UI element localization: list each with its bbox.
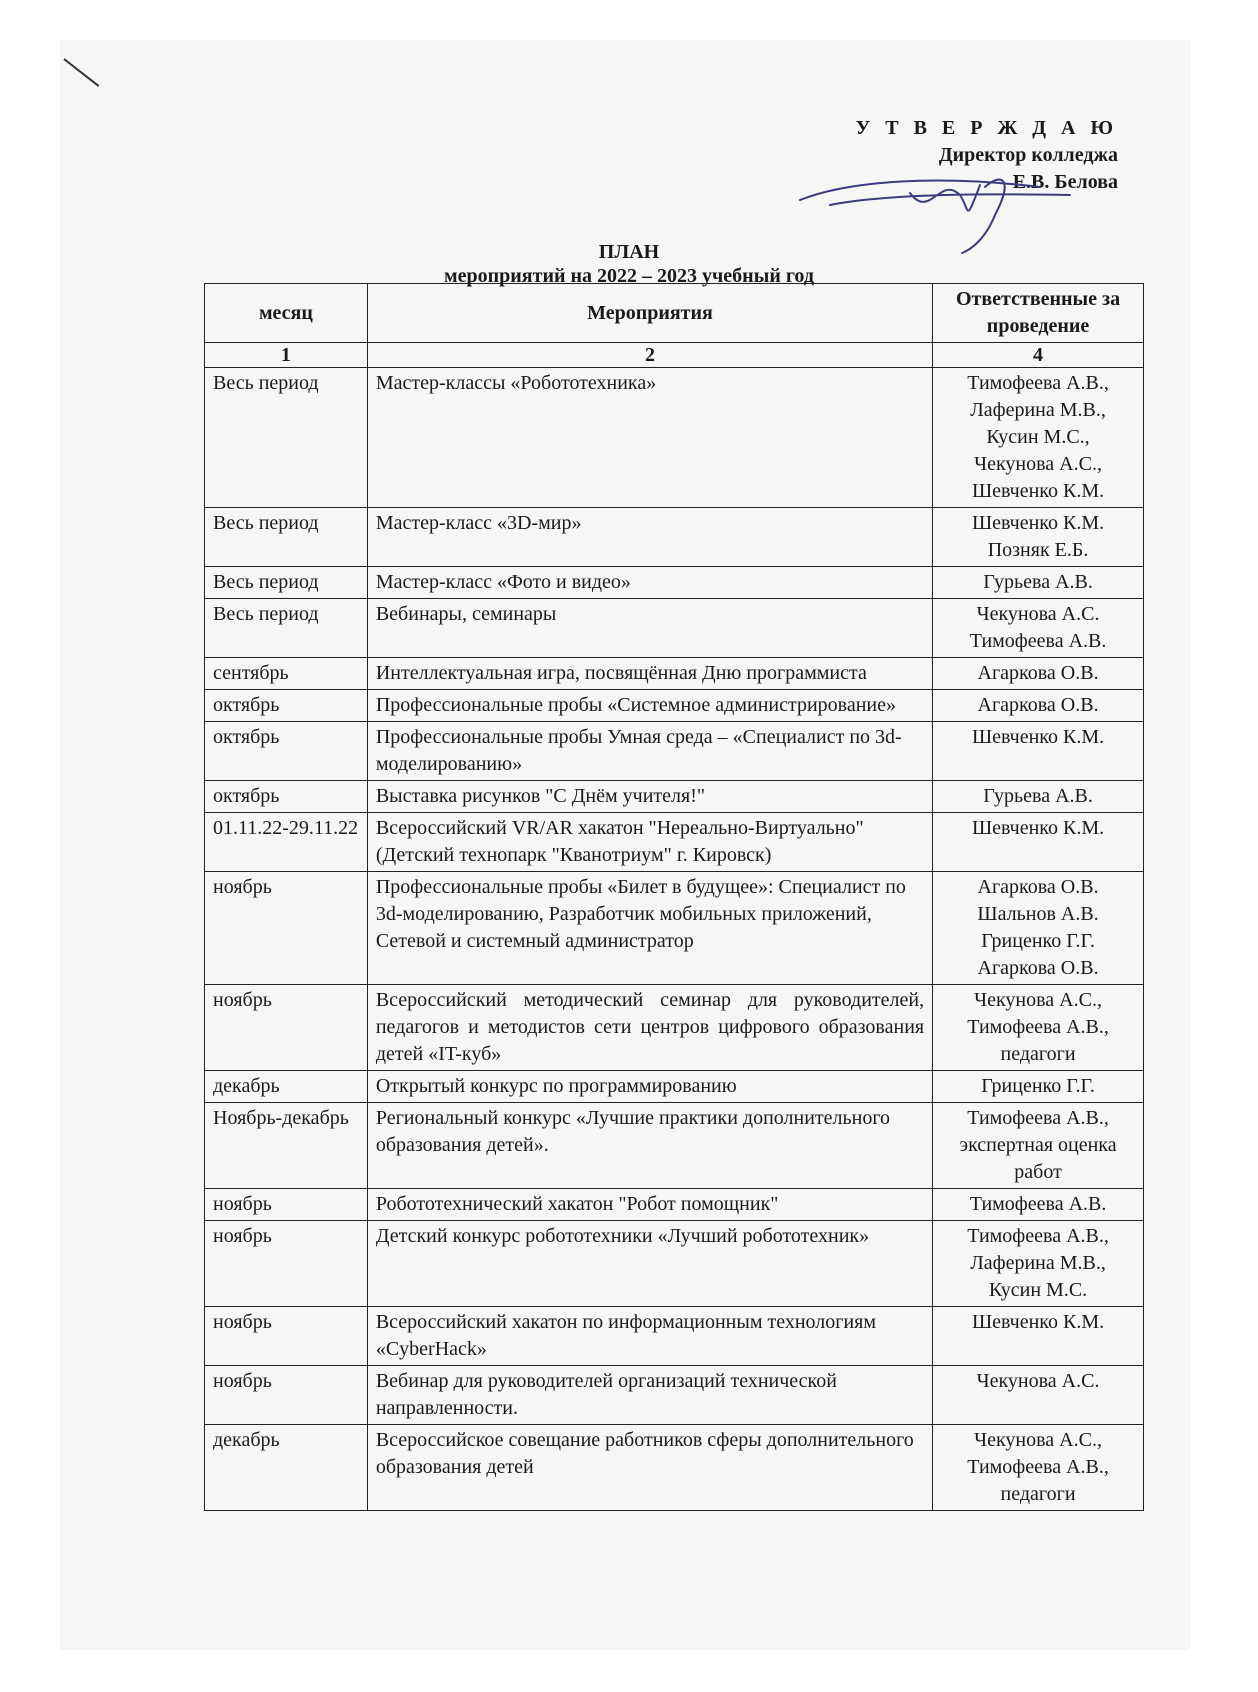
month-cell: ноябрь — [205, 1189, 368, 1221]
responsible-cell: Шевченко К.М. — [933, 813, 1144, 872]
responsible-cell: Шевченко К.М. Позняк Е.Б. — [933, 508, 1144, 567]
month-cell: ноябрь — [205, 1221, 368, 1307]
month-cell: Весь период — [205, 508, 368, 567]
table-row — [205, 1103, 1144, 1189]
month-cell: Весь период — [205, 599, 368, 658]
table-row — [205, 985, 1144, 1071]
header-month: месяц — [205, 284, 368, 343]
table-row — [205, 1189, 1144, 1221]
table-row — [205, 599, 1144, 658]
month-cell: 01.11.22-29.11.22 — [205, 813, 368, 872]
table-header-row — [205, 284, 1144, 343]
event-cell: Профессиональные пробы «Билет в будущее»: Специалист по 3d-моделированию, Разработчик мобильных приложений, Сетевой и системный администратор — [367, 872, 932, 985]
responsible-cell: Гурьева А.В. — [933, 567, 1144, 599]
event-cell: Мастер-класс «3D-мир» — [367, 508, 932, 567]
month-cell: октябрь — [205, 690, 368, 722]
table-row — [205, 813, 1144, 872]
responsible-cell: Чекунова А.С., Тимофеева А.В., педагоги — [933, 1425, 1144, 1511]
table-row — [205, 1366, 1144, 1425]
event-cell: Мастер-классы «Робототехника» — [367, 368, 932, 508]
responsible-cell: Агаркова О.В. — [933, 658, 1144, 690]
event-cell: Детский конкурс робототехники «Лучший робототехник» — [367, 1221, 932, 1307]
approval-name: Е.В. Белова — [1012, 171, 1118, 193]
event-cell: Робототехнический хакатон "Робот помощник" — [367, 1189, 932, 1221]
month-cell: ноябрь — [205, 985, 368, 1071]
table-row — [205, 567, 1144, 599]
responsible-cell: Тимофеева А.В., экспертная оценка работ — [933, 1103, 1144, 1189]
month-cell: сентябрь — [205, 658, 368, 690]
event-cell: Вебинар для руководителей организаций технической направленности. — [367, 1366, 932, 1425]
table-row — [205, 508, 1144, 567]
responsible-cell: Чекунова А.С. Тимофеева А.В. — [933, 599, 1144, 658]
events-table — [204, 283, 1144, 1511]
responsible-cell: Гриценко Г.Г. — [933, 1071, 1144, 1103]
responsible-cell: Агаркова О.В. — [933, 690, 1144, 722]
responsible-cell: Шевченко К.М. — [933, 1307, 1144, 1366]
title-line-1: ПЛАН — [598, 241, 660, 263]
responsible-cell: Тимофеева А.В. — [933, 1189, 1144, 1221]
month-cell: ноябрь — [205, 872, 368, 985]
month-cell: октябрь — [205, 781, 368, 813]
column-number: 4 — [933, 343, 1144, 368]
event-cell: Всероссийский хакатон по информационным технологиям «CyberHack» — [367, 1307, 932, 1366]
event-cell: Интеллектуальная игра, посвящённая Дню программиста — [367, 658, 932, 690]
column-number-row — [205, 343, 1144, 368]
event-cell: Региональный конкурс «Лучшие практики дополнительного образования детей». — [367, 1103, 932, 1189]
table-row — [205, 1425, 1144, 1511]
table-row — [205, 722, 1144, 781]
event-cell: Выставка рисунков "С Днём учителя!" — [367, 781, 932, 813]
month-cell: декабрь — [205, 1425, 368, 1511]
month-cell: декабрь — [205, 1071, 368, 1103]
responsible-cell: Чекунова А.С. — [933, 1366, 1144, 1425]
table-row — [205, 658, 1144, 690]
responsible-cell: Гурьева А.В. — [933, 781, 1144, 813]
title-line-2: мероприятий на 2022 – 2023 учебный год — [444, 265, 814, 287]
table-row — [205, 1071, 1144, 1103]
document-title — [0, 240, 1258, 288]
table-row — [205, 872, 1144, 985]
responsible-cell: Тимофеева А.В., Лаферина М.В., Кусин М.С., Чекунова А.С., Шевченко К.М. — [933, 368, 1144, 508]
event-cell: Вебинары, семинары — [367, 599, 932, 658]
event-cell: Всероссийский методический семинар для руководителей, педагогов и методистов сети центров цифрового образования детей «IT-куб» — [367, 985, 932, 1071]
month-cell: ноябрь — [205, 1366, 368, 1425]
header-responsible: Ответственные за проведение — [933, 284, 1144, 343]
column-number: 2 — [367, 343, 932, 368]
table-row — [205, 781, 1144, 813]
month-cell: Ноябрь-декабрь — [205, 1103, 368, 1189]
table-row — [205, 368, 1144, 508]
responsible-cell: Тимофеева А.В., Лаферина М.В., Кусин М.С. — [933, 1221, 1144, 1307]
event-cell: Профессиональные пробы Умная среда – «Специалист по 3d-моделированию» — [367, 722, 932, 781]
event-cell: Профессиональные пробы «Системное администрирование» — [367, 690, 932, 722]
month-cell: октябрь — [205, 722, 368, 781]
table-row — [205, 1307, 1144, 1366]
responsible-cell: Агаркова О.В. Шальнов А.В. Гриценко Г.Г. Агаркова О.В. — [933, 872, 1144, 985]
responsible-cell: Чекунова А.С., Тимофеева А.В., педагоги — [933, 985, 1144, 1071]
column-number: 1 — [205, 343, 368, 368]
event-cell: Всероссийское совещание работников сферы дополнительного образования детей — [367, 1425, 932, 1511]
responsible-cell: Шевченко К.М. — [933, 722, 1144, 781]
event-cell: Мастер-класс «Фото и видео» — [367, 567, 932, 599]
approval-heading: У Т В Е Р Ж Д А Ю — [855, 117, 1118, 139]
month-cell: ноябрь — [205, 1307, 368, 1366]
header-events: Мероприятия — [367, 284, 932, 343]
month-cell: Весь период — [205, 368, 368, 508]
event-cell: Открытый конкурс по программированию — [367, 1071, 932, 1103]
approval-position: Директор колледжа — [938, 144, 1118, 166]
table-row — [205, 690, 1144, 722]
month-cell: Весь период — [205, 567, 368, 599]
table-row — [205, 1221, 1144, 1307]
event-cell: Всероссийский VR/AR хакатон "Нереально-Виртуально" (Детский технопарк "Кванотриум" г. Кировск) — [367, 813, 932, 872]
